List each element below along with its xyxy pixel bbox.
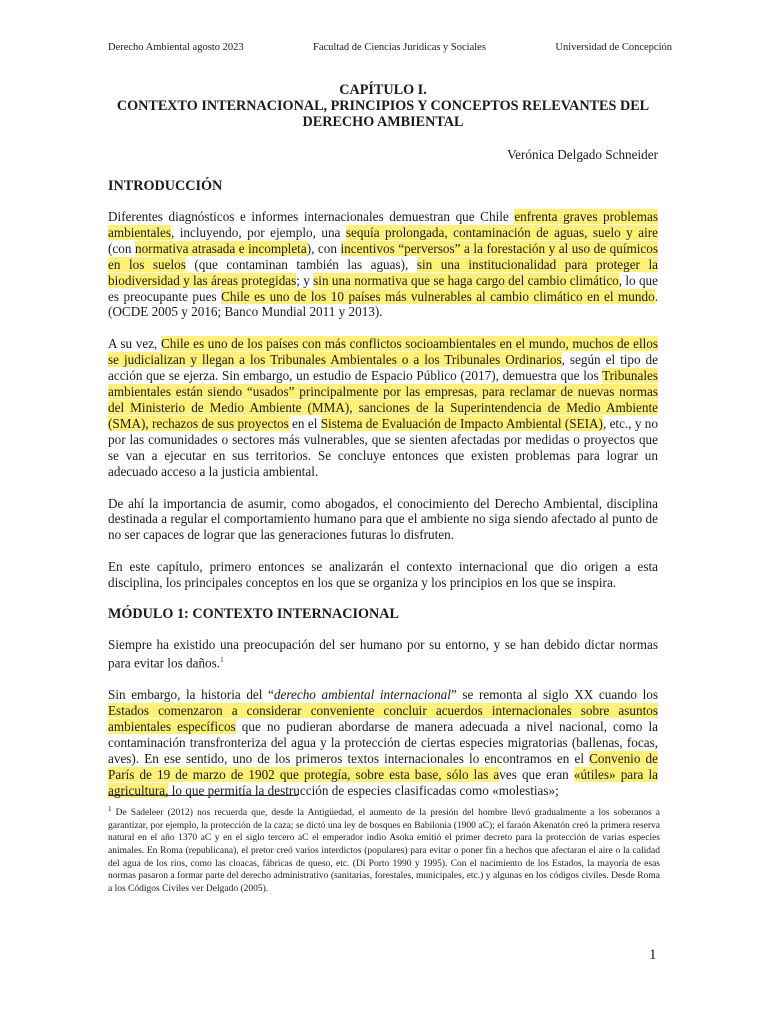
header-left: Derecho Ambiental agosto 2023 <box>108 42 244 53</box>
header-center: Facultad de Ciencias Jurídicas y Sociales <box>313 42 486 53</box>
page-number: 1 <box>649 947 657 963</box>
chapter-title <box>108 82 658 130</box>
footnote-number: 1 <box>108 805 112 813</box>
footnote-ref[interactable]: 1 <box>220 655 224 664</box>
footnote-divider <box>108 795 298 796</box>
footnote <box>108 803 660 895</box>
intro-heading: INTRODUCCIÓN <box>108 178 223 194</box>
paragraph-2: A su vez, Chile es uno de los países con más conflictos socioambientales en el mundo, muchos de ellos se judicializan y llegan a los Tribunales Ambientales o a los Tribunales Ordinarios, según el tipo de acción que se ejerza. Sin embargo, un estudio de Espacio Público (2017), demuestra que los Tribunales ambientales están siendo “usados” principalmente por las empresas, para reclamar de nuevas normas del Ministerio de Medio Ambiente (MMA), sanciones de la Superintendencia de Medio Ambiente (SMA), rechazos de sus proyectos en el Sistema de Evaluación de Impacto Ambiental (SEIA), etc., y no por las comunidades o sectores más vulnerables, que se sienten afectadas por medidas o proyectos que se van a ejecutar en sus territorios. Se concluye entonces que existen problemas para lograr un adecuado acceso a la justicia ambiental. <box>108 336 659 479</box>
footnote-text: De Sadeleer (2012) nos recuerda que, desde la Antigüedad, el aumento de la presión del hombre llevó gradualmente a los soberanos a garantizar, por ejemplo, la protección de la caza; se dictó una ley de bosques en Babilonia (1900 aC); el faraón Akenatón creó la primera reserva natural en el año 1370 aC y en el siglo tercero aC el emperador indio Asoka emitió el primer decreto para la protección de varias especies animales. En Roma (republicana), el pretor creó varios interdictos (populares) para evitar o poner fin a hechos que afectaran el aire o la calidad del agua de los ríos, como las cloacas, fábricas de queso, etc. (Di Porto 1990 y 1995). Con el nacimiento de los Estados, la mayoría de esas normas pasaron a formar parte del derecho administrativo (sanitarias, forestales, municipales, etc.) y algunas en los códigos civiles. Desde Roma a los Códigos Civiles ver Delgado (2005). <box>108 808 660 894</box>
chapter-line-1: CAPÍTULO I. <box>339 82 427 98</box>
author: Verónica Delgado Schneider <box>507 147 658 162</box>
chapter-line-2: CONTEXTO INTERNACIONAL, PRINCIPIOS Y CONCEPTOS RELEVANTES DEL <box>116 98 650 114</box>
document-body <box>108 82 658 799</box>
header-right: Universidad de Concepción <box>555 42 672 53</box>
paragraph-4: En este capítulo, primero entonces se analizarán el contexto internacional que dio origen a esta disciplina, los principales conceptos en los que se organiza y los principios en los que se inspira. <box>108 559 658 591</box>
page-header <box>108 42 672 53</box>
paragraph-5: Siempre ha existido una preocupación del ser humano por su entorno, y se han debido dictar normas para evitar los daños.$^1$ <box>108 637 658 671</box>
paragraph-1: Diferentes diagnósticos e informes internacionales demuestran que Chile enfrenta graves problemas ambientales, incluyendo, por ejemplo, una sequía prolongada, contaminación de aguas, suelo y aire (con normativa atrasada e incompleta), con incentivos “perversos” a la forestación y al uso de químicos en los suelos (que contaminan también las aguas), sin una institucionalidad para proteger la biodiversidad y las áreas protegidas; y sin una normativa que se haga cargo del cambio climático, lo que es preocupante pues Chile es uno de los 10 países más vulnerables al cambio climático en el mundo. (OCDE 2005 y 2016; Banco Mundial 2011 y 2013). <box>108 209 658 320</box>
paragraph-3: De ahí la importancia de asumir, como abogados, el conocimiento del Derecho Ambiental, disciplina destinada a regular el comportamiento humano para que el ambiente no siga siendo afectado al punto de no ser capaces de lograr que las generaciones futuras lo disfruten. <box>108 495 658 543</box>
paragraph-6: Sin embargo, la historia del “derecho ambiental internacional” se remonta al siglo XX cuando los Estados comenzaron a considerar conveniente concluir acuerdos internacionales sobre asuntos ambientales específicos que no pudieran abordarse de manera adecuada a nivel nacional, como la contaminación transfronteriza del agua y la protección de ciertas especies migratorias (ballenas, focas, aves). En ese sentido, uno de los primeros textos internacionales lo encontramos en el Convenio de París de 19 de marzo de 1902 que protegía, sobre esta base, sólo las aves que eran «útiles» para la agricultura, lo que permitía la destrucción de especies clasificadas como «molestias»; <box>108 687 659 798</box>
module-heading: MÓDULO 1: CONTEXTO INTERNACIONAL <box>108 606 400 623</box>
chapter-line-3: DERECHO AMBIENTAL <box>302 114 464 130</box>
